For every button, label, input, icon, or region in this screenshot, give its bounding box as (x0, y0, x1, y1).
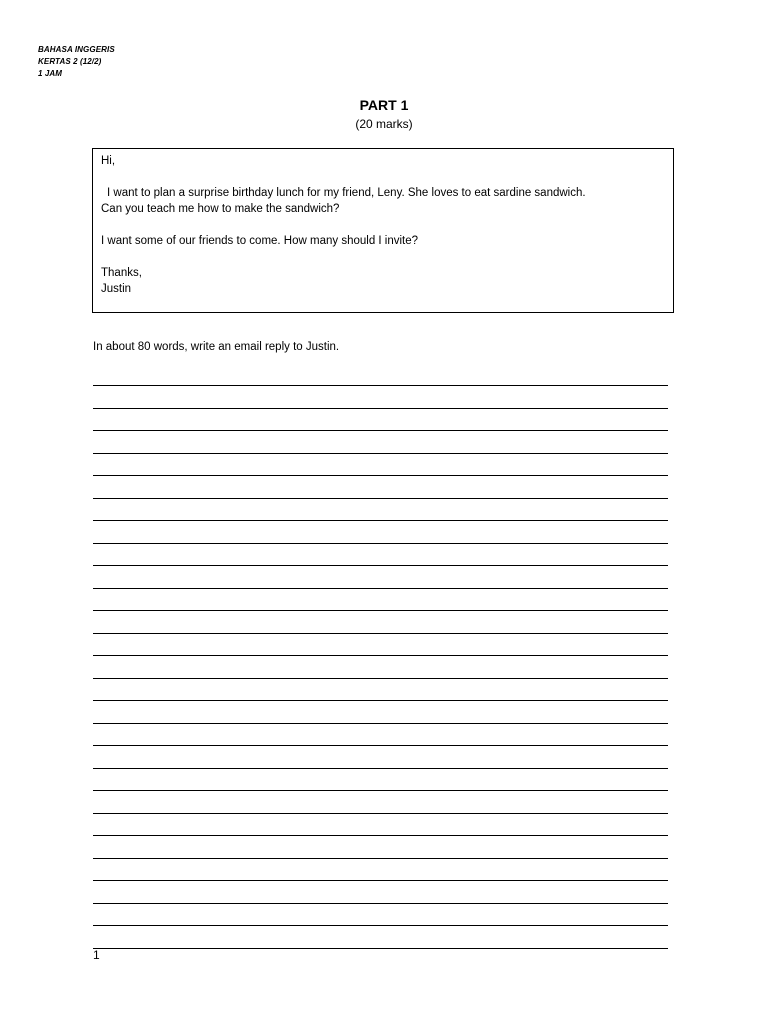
answer-line[interactable] (93, 634, 668, 657)
answer-line[interactable] (93, 521, 668, 544)
answer-line[interactable] (93, 926, 668, 949)
answer-line[interactable] (93, 386, 668, 409)
letter-box (92, 148, 674, 313)
document-header (38, 44, 115, 80)
answer-line[interactable] (93, 814, 668, 837)
letter-line-3: I want some of our friends to come. How many should I invite? (101, 235, 419, 247)
answer-line[interactable] (93, 791, 668, 814)
page-number: 1 (93, 948, 100, 962)
letter-greeting: Hi, (101, 155, 116, 167)
answer-line[interactable] (93, 836, 668, 859)
answer-line[interactable] (93, 904, 668, 927)
answer-line[interactable] (93, 701, 668, 724)
answer-line[interactable] (93, 611, 668, 634)
answer-line[interactable] (93, 431, 668, 454)
answer-line[interactable] (93, 859, 668, 882)
answer-line[interactable] (93, 746, 668, 769)
answer-line[interactable] (93, 566, 668, 589)
answer-line[interactable] (93, 724, 668, 747)
answer-line[interactable] (93, 769, 668, 792)
duration-label: 1 JAM (38, 69, 63, 78)
answer-line[interactable] (93, 476, 668, 499)
answer-line[interactable] (93, 881, 668, 904)
answer-line[interactable] (93, 409, 668, 432)
answer-line[interactable] (93, 544, 668, 567)
letter-line-2: Can you teach me how to make the sandwich? (101, 203, 340, 215)
part-title: PART 1 (359, 97, 409, 113)
letter-line-1: I want to plan a surprise birthday lunch for my friend, Leny. She loves to eat sardine sandwich. (107, 187, 586, 199)
answer-line[interactable] (93, 679, 668, 702)
answer-line[interactable] (93, 499, 668, 522)
answer-line[interactable] (93, 454, 668, 477)
answer-lines (93, 385, 668, 949)
part-marks: (20 marks) (355, 117, 413, 131)
writing-instruction: In about 80 words, write an email reply to Justin. (93, 341, 340, 353)
letter-closing: Thanks, (101, 267, 142, 279)
letter-signature: Justin (101, 283, 132, 295)
answer-line[interactable] (93, 656, 668, 679)
answer-line[interactable] (93, 589, 668, 612)
paper-label: KERTAS 2 (12/2) (38, 57, 102, 66)
subject-label: BAHASA INGGERIS (38, 45, 115, 54)
